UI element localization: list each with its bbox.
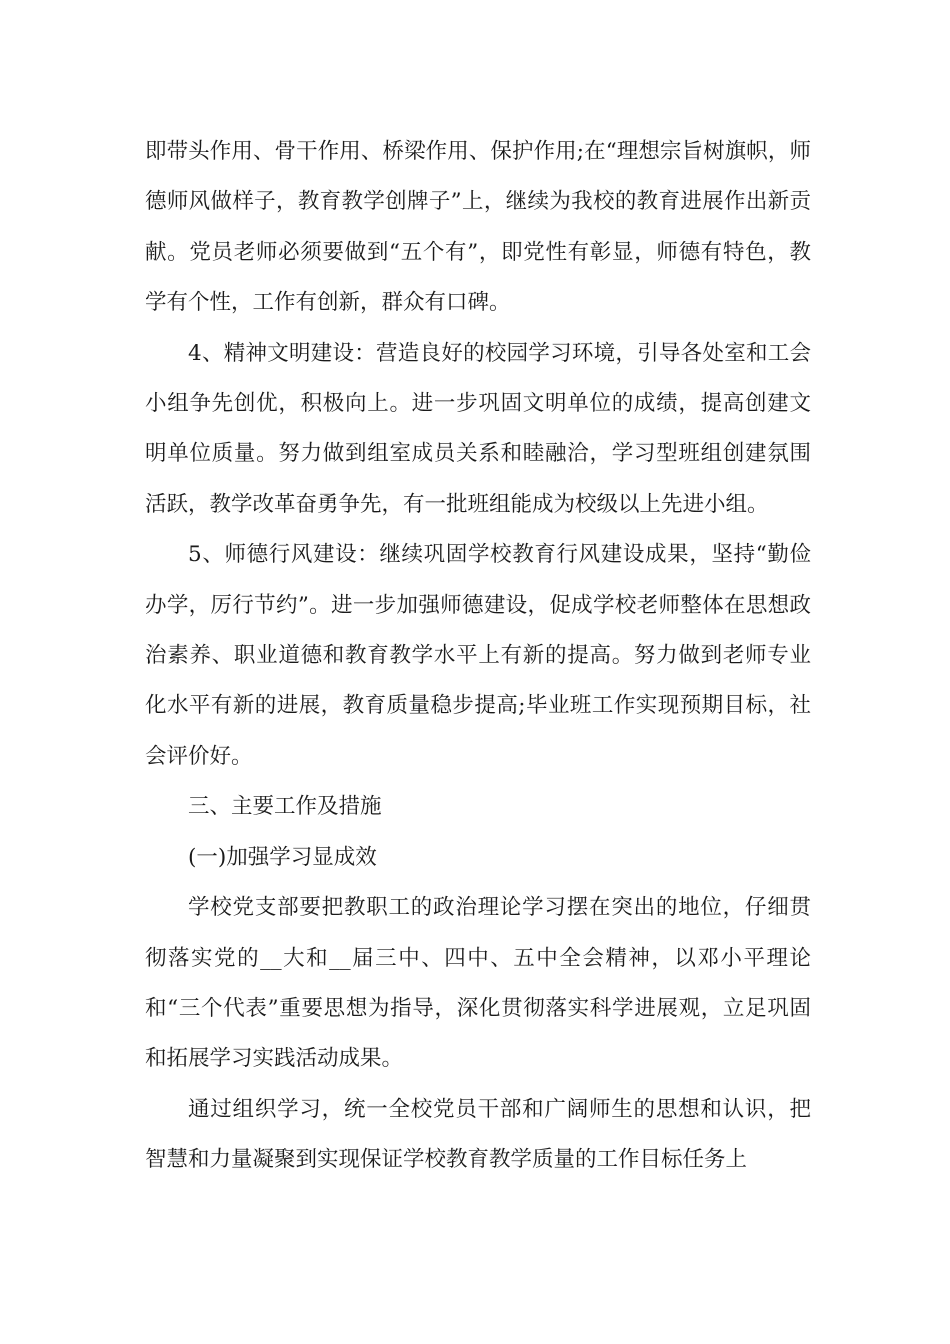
paragraph-organize-study: 通过组织学习，统一全校党员干部和广阔师生的思想和认识，把智慧和力量凝聚到实现保证学校教育教学质量的工作目标任务上 <box>145 1096 811 1173</box>
paragraph-political-study: 学校党支部要把教职工的政治理论学习摆在突出的地位，仔细贯彻落实党的__大和__届三中、四中、五中全会精神，以邓小平理论和“三个代表”重要思想为指导，深化贯彻落实科学进展观，立足巩固和拓展学习实践活动成果。 <box>145 895 811 1072</box>
document-body <box>145 127 811 1186</box>
subsection-heading-study: (一)加强学习显成效 <box>188 844 377 870</box>
section-heading-main-work: 三、主要工作及措施 <box>188 794 382 820</box>
paragraph-spiritual-civilization: 4、精神文明建设：营造良好的校园学习环境，引导各处室和工会小组争先创优，积极向上。进一步巩固文明单位的成绩，提高创建文明单位质量。努力做到组室成员关系和睦融洽，学习型班组创建氛围活跃，教学改革奋勇争先，有一批班组能成为校级以上先进小组。 <box>145 340 811 517</box>
paragraph-teacher-ethics: 5、师德行风建设：继续巩固学校教育行风建设成果，坚持“勤俭办学，厉行节约”。进一步加强师德建设，促成学校老师整体在思想政治素养、职业道德和教育教学水平上有新的提高。努力做到老师专业化水平有新的进展，教育质量稳步提高;毕业班工作实现预期目标，社会评价好。 <box>145 542 811 769</box>
paragraph-party-roles: 即带头作用、骨干作用、桥梁作用、保护作用;在“理想宗旨树旗帜，师德师风做样子，教育教学创牌子”上，继续为我校的教育进展作出新贡献。党员老师必须要做到“五个有”，即党性有彰显，师德有特色，教学有个性，工作有创新，群众有口碑。 <box>145 139 811 316</box>
